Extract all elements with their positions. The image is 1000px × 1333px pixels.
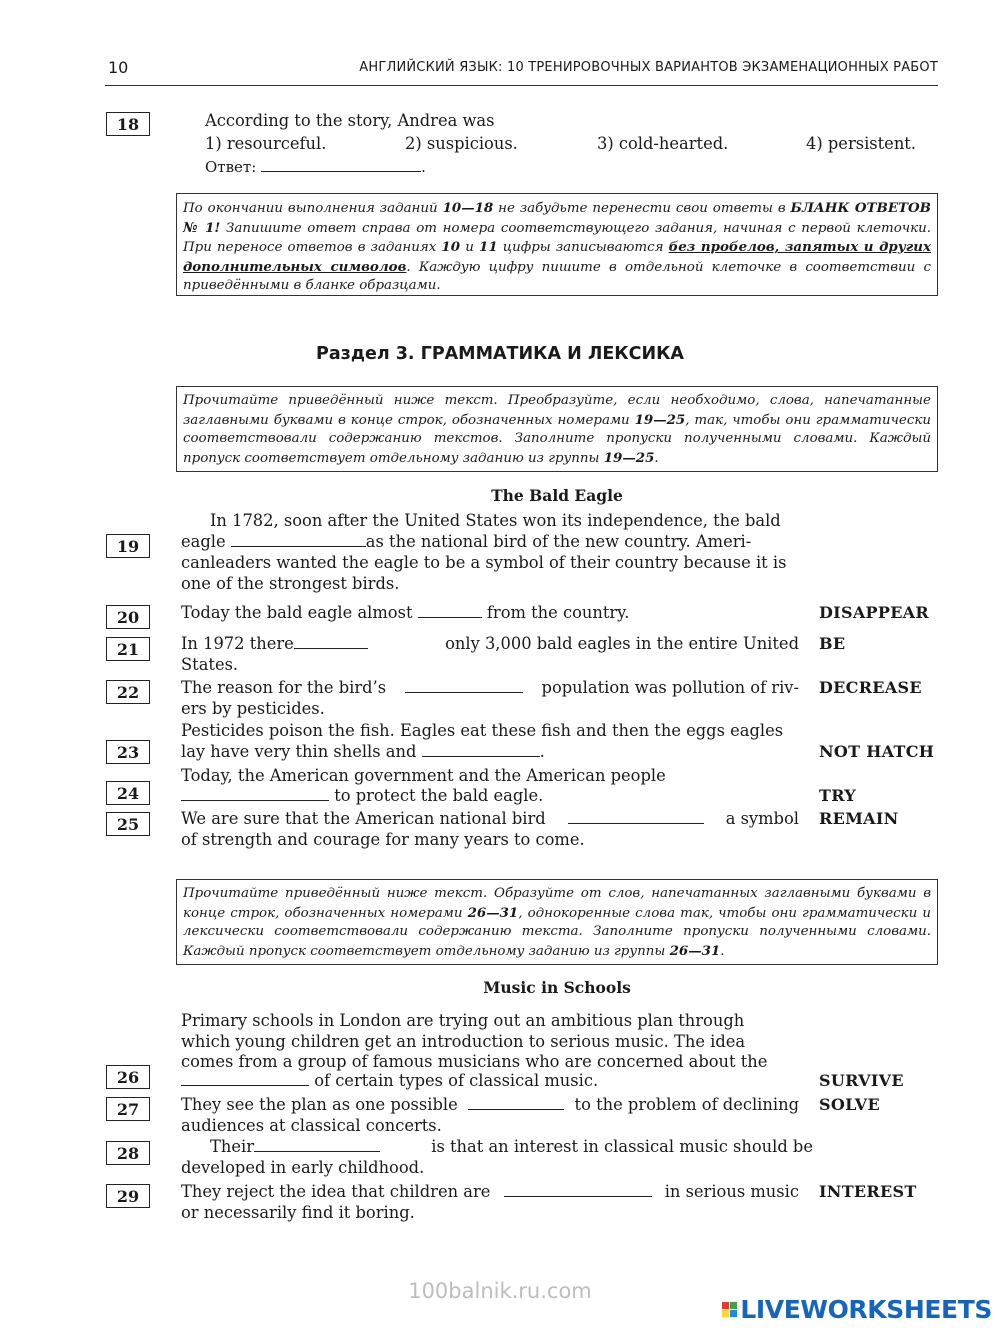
keyword-22: DECREASE	[819, 678, 922, 697]
blank-29[interactable]	[504, 1182, 652, 1197]
blank-19[interactable]	[231, 532, 366, 547]
question-number-20: 20	[106, 605, 150, 629]
keyword-24: TRY	[819, 786, 857, 805]
instruction-box-26-31: Прочитайте приведённый ниже текст. Образуйте от слов, напечатанных заглавными буквами в конце строк, обозначенных номерами 26—31, однокоренные слова так, чтобы они грамматически и лексически соответствовали содержанию текста. Заполните пропуски полученными словами. Каждый пропуск соответствует отдельному заданию из группы 26—31.	[176, 879, 938, 965]
question-number-21: 21	[106, 637, 150, 661]
logo-grid-icon	[722, 1302, 737, 1317]
question-number-23: 23	[106, 740, 150, 764]
question-number-22: 22	[106, 680, 150, 704]
instruction-box-19-25: Прочитайте приведённый ниже текст. Преобразуйте, если необходимо, слова, напечатанные заглавными буквами в конце строк, обозначенных номерами 19—25, так, чтобы они грамматически соответствовали содержанию текстов. Заполните пропуски полученными словами. Каждый пропуск соответствует отдельному заданию из группы 19—25.	[176, 386, 938, 472]
question-number-28: 28	[106, 1141, 150, 1165]
item-24-text: to protect the bald eagle.	[181, 786, 543, 807]
logo-text: LIVEWORKSHEETS	[740, 1295, 992, 1324]
text-title-bald-eagle: The Bald Eagle	[491, 486, 623, 505]
keyword-25: REMAIN	[819, 809, 899, 828]
question-number-25: 25	[106, 812, 150, 836]
text1-line-3: canleaders wanted the eagle to be a symbol of their country because it is	[181, 553, 787, 572]
item-20-text: Today the bald eagle almost from the country.	[181, 603, 630, 622]
question-number-27: 27	[106, 1097, 150, 1121]
blank-23[interactable]	[422, 742, 540, 757]
q18-option-2[interactable]: 2) suspicious.	[405, 134, 518, 153]
q18-answer-row: Ответ: .	[205, 158, 426, 176]
item-28-text: Their is that an interest in classical music should be developed in early childhood.	[181, 1137, 813, 1177]
page-number: 10	[108, 58, 129, 77]
item-29-text: They reject the idea that children are in serious music or necessarily find it boring.	[181, 1182, 799, 1222]
blank-20[interactable]	[418, 603, 482, 618]
running-title: АНГЛИЙСКИЙ ЯЗЫК: 10 ТРЕНИРОВОЧНЫХ ВАРИАНТОВ ЭКЗАМЕНАЦИОННЫХ РАБОТ	[359, 60, 938, 75]
blank-21[interactable]	[294, 634, 368, 649]
q18-answer-blank[interactable]	[261, 157, 421, 172]
text-title-music-in-schools: Music in Schools	[483, 978, 631, 997]
item-23-text: lay have very thin shells and .	[181, 742, 545, 761]
keyword-20: DISAPPEAR	[819, 603, 929, 622]
q18-prompt: According to the story, Andrea was	[205, 111, 495, 130]
text1-line-4: one of the strongest birds.	[181, 574, 400, 593]
keyword-23: NOT HATCH	[819, 742, 935, 761]
item-22-text: The reason for the bird’s population was pollution of riv- ers by pesticides.	[181, 678, 799, 718]
question-number-29: 29	[106, 1184, 150, 1208]
question-number-19: 19	[106, 534, 150, 558]
question-number-26: 26	[106, 1065, 150, 1089]
item-27-text: They see the plan as one possible to the problem of declining audiences at classical concerts.	[181, 1095, 799, 1135]
item-25-text: We are sure that the American national bird a symbol of strength and courage for many years to come.	[181, 809, 799, 849]
q18-option-4[interactable]: 4) persistent.	[806, 134, 917, 153]
blank-27[interactable]	[468, 1095, 564, 1110]
header-divider	[105, 85, 938, 86]
answer-label: Ответ:	[205, 158, 257, 176]
blank-24[interactable]	[181, 786, 329, 801]
blank-28[interactable]	[254, 1137, 380, 1152]
q18-option-3[interactable]: 3) cold-hearted.	[597, 134, 729, 153]
text2-intro: Primary schools in London are trying out an ambitious plan through which young children get an introduction to serious music. The idea comes from a group of famous musicians who are concerned about the	[181, 1011, 768, 1071]
item-21-text: In 1972 there only 3,000 bald eagles in the entire United States.	[181, 634, 799, 674]
liveworksheets-logo[interactable]	[722, 1295, 992, 1324]
question-number-18: 18	[106, 112, 150, 136]
blank-26[interactable]	[181, 1071, 309, 1086]
instruction-box-transfer: По окончании выполнения заданий 10—18 не забудьте перенести свои ответы в БЛАНК ОТВЕТОВ № 1! Запишите ответ справа от номера соответствующего задания, начиная с первой клеточки. При переносе ответов в заданиях 10 и 11 цифры записываются без пробелов, запятых и других дополнительных символов. Каждую цифру пишите в отдельной клеточке в соответствии с приведёнными в бланке образцами.	[176, 193, 938, 296]
section-title: Раздел 3. ГРАММАТИКА И ЛЕКСИКА	[316, 344, 684, 364]
item-24-pre: Today, the American government and the American people	[181, 766, 666, 785]
text1-line-2: eagle as the national bird of the new country. Ameri-	[181, 532, 752, 551]
item-23-pre: Pesticides poison the fish. Eagles eat these fish and then the eggs eagles	[181, 721, 784, 740]
keyword-29: INTEREST	[819, 1182, 917, 1201]
watermark: 100balnik.ru.com	[408, 1279, 592, 1303]
question-number-24: 24	[106, 781, 150, 805]
blank-22[interactable]	[405, 678, 523, 693]
blank-25[interactable]	[568, 809, 704, 824]
text1-line-1: In 1782, soon after the United States won its independence, the bald	[210, 511, 781, 530]
keyword-26: SURVIVE	[819, 1071, 904, 1090]
q18-option-1[interactable]: 1) resourceful.	[205, 134, 327, 153]
keyword-27: SOLVE	[819, 1095, 880, 1114]
item-26-text: of certain types of classical music.	[181, 1071, 598, 1092]
keyword-21: BE	[819, 634, 846, 653]
